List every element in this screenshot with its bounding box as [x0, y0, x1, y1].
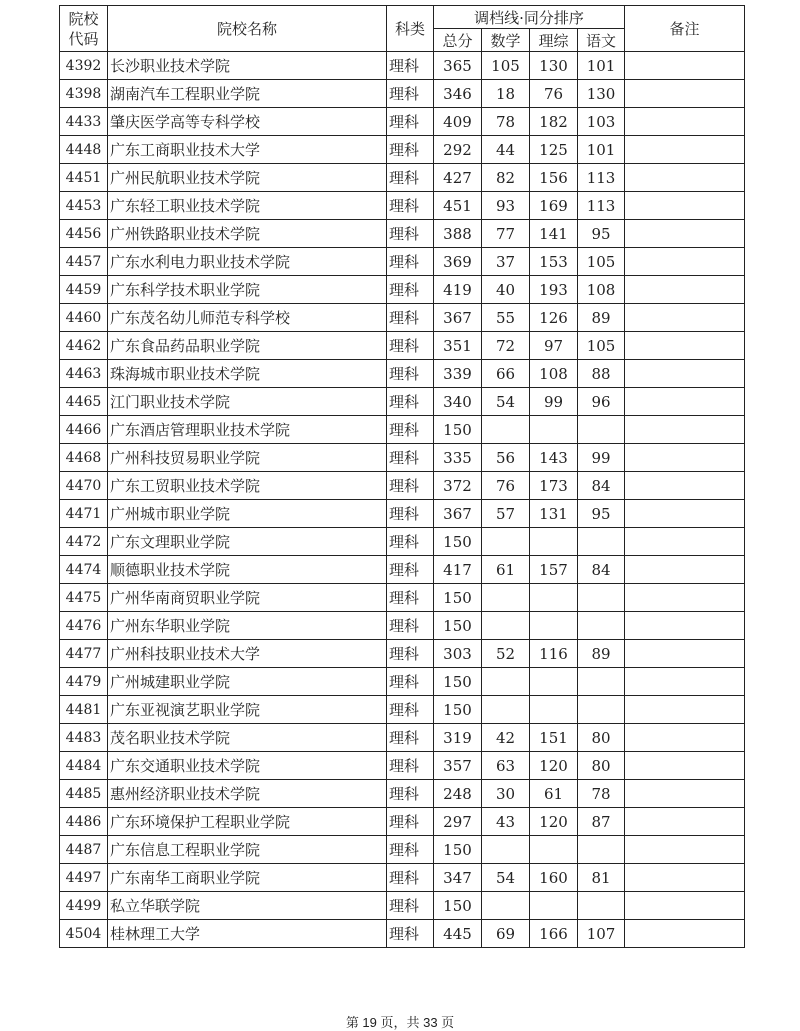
cell-science — [530, 584, 578, 612]
cell-category: 理科 — [387, 808, 434, 836]
cell-science: 108 — [530, 360, 578, 388]
cell-code: 4476 — [60, 612, 108, 640]
cell-name: 广东环境保护工程职业学院 — [108, 808, 387, 836]
cell-code: 4451 — [60, 164, 108, 192]
cell-science: 126 — [530, 304, 578, 332]
cell-total: 367 — [434, 304, 482, 332]
cell-math: 63 — [482, 752, 530, 780]
cell-chinese: 95 — [578, 220, 625, 248]
cell-notes — [625, 276, 745, 304]
cell-science — [530, 892, 578, 920]
cell-category: 理科 — [387, 444, 434, 472]
table-row — [60, 332, 745, 360]
cell-code: 4468 — [60, 444, 108, 472]
cell-math: 54 — [482, 864, 530, 892]
cell-code: 4504 — [60, 920, 108, 948]
cell-notes — [625, 136, 745, 164]
cell-name: 广东茂名幼儿师范专科学校 — [108, 304, 387, 332]
cell-notes — [625, 724, 745, 752]
cell-total: 347 — [434, 864, 482, 892]
cell-total: 351 — [434, 332, 482, 360]
cell-notes — [625, 752, 745, 780]
cell-science: 120 — [530, 752, 578, 780]
cell-notes — [625, 444, 745, 472]
cell-notes — [625, 388, 745, 416]
header-chinese: 语文 — [578, 29, 625, 52]
cell-chinese: 113 — [578, 192, 625, 220]
cell-total: 303 — [434, 640, 482, 668]
cell-chinese: 89 — [578, 304, 625, 332]
cell-notes — [625, 500, 745, 528]
cell-code: 4398 — [60, 80, 108, 108]
cell-notes — [625, 360, 745, 388]
cell-chinese: 78 — [578, 780, 625, 808]
cell-science: 125 — [530, 136, 578, 164]
cell-name: 广州科技职业技术大学 — [108, 640, 387, 668]
cell-total: 365 — [434, 52, 482, 80]
table-row — [60, 556, 745, 584]
cell-total: 150 — [434, 612, 482, 640]
cell-category: 理科 — [387, 836, 434, 864]
cell-code: 4477 — [60, 640, 108, 668]
cell-chinese: 95 — [578, 500, 625, 528]
cell-code: 4485 — [60, 780, 108, 808]
cell-science: 130 — [530, 52, 578, 80]
cell-category: 理科 — [387, 556, 434, 584]
cell-category: 理科 — [387, 80, 434, 108]
cell-name: 广州东华职业学院 — [108, 612, 387, 640]
cell-category: 理科 — [387, 668, 434, 696]
header-notes: 备注 — [625, 6, 745, 52]
table-row — [60, 416, 745, 444]
cell-name: 广州科技贸易职业学院 — [108, 444, 387, 472]
cell-science: 61 — [530, 780, 578, 808]
table-row — [60, 612, 745, 640]
cell-notes — [625, 248, 745, 276]
cell-math — [482, 836, 530, 864]
table-row — [60, 640, 745, 668]
cell-name: 广东交通职业技术学院 — [108, 752, 387, 780]
cell-math: 78 — [482, 108, 530, 136]
cell-math — [482, 612, 530, 640]
cell-total: 451 — [434, 192, 482, 220]
table-row — [60, 500, 745, 528]
cell-notes — [625, 164, 745, 192]
cell-name: 广东信息工程职业学院 — [108, 836, 387, 864]
cell-math: 66 — [482, 360, 530, 388]
cell-category: 理科 — [387, 360, 434, 388]
cell-chinese — [578, 836, 625, 864]
cell-chinese: 108 — [578, 276, 625, 304]
cell-chinese: 96 — [578, 388, 625, 416]
cell-name: 广州民航职业技术学院 — [108, 164, 387, 192]
cell-chinese — [578, 668, 625, 696]
cell-total: 357 — [434, 752, 482, 780]
cell-chinese: 84 — [578, 556, 625, 584]
cell-total: 445 — [434, 920, 482, 948]
table-row — [60, 192, 745, 220]
table-row — [60, 892, 745, 920]
cell-code: 4392 — [60, 52, 108, 80]
cell-category: 理科 — [387, 892, 434, 920]
cell-name: 广东南华工商职业学院 — [108, 864, 387, 892]
cell-code: 4463 — [60, 360, 108, 388]
cell-chinese: 80 — [578, 724, 625, 752]
cell-name: 广东轻工职业技术学院 — [108, 192, 387, 220]
table-row — [60, 696, 745, 724]
cell-chinese: 84 — [578, 472, 625, 500]
cell-name: 肇庆医学高等专科学校 — [108, 108, 387, 136]
cell-math: 43 — [482, 808, 530, 836]
cell-code: 4462 — [60, 332, 108, 360]
table-row — [60, 164, 745, 192]
cell-chinese: 89 — [578, 640, 625, 668]
cell-science: 157 — [530, 556, 578, 584]
cell-chinese: 101 — [578, 136, 625, 164]
cell-total: 150 — [434, 584, 482, 612]
cell-chinese: 87 — [578, 808, 625, 836]
table-row — [60, 836, 745, 864]
cell-notes — [625, 612, 745, 640]
table-row — [60, 108, 745, 136]
cell-category: 理科 — [387, 304, 434, 332]
cell-chinese — [578, 416, 625, 444]
cell-total: 369 — [434, 248, 482, 276]
table-row — [60, 808, 745, 836]
cell-name: 顺德职业技术学院 — [108, 556, 387, 584]
cell-total: 150 — [434, 668, 482, 696]
cell-notes — [625, 108, 745, 136]
cell-notes — [625, 696, 745, 724]
cell-math — [482, 528, 530, 556]
table-row — [60, 136, 745, 164]
cell-notes — [625, 836, 745, 864]
cell-code: 4484 — [60, 752, 108, 780]
cell-name: 广东科学技术职业学院 — [108, 276, 387, 304]
cell-total: 417 — [434, 556, 482, 584]
cell-name: 广州华南商贸职业学院 — [108, 584, 387, 612]
cell-notes — [625, 556, 745, 584]
cell-science: 153 — [530, 248, 578, 276]
cell-notes — [625, 780, 745, 808]
cell-notes — [625, 584, 745, 612]
cell-notes — [625, 52, 745, 80]
header-name: 院校名称 — [108, 6, 387, 52]
cell-science: 99 — [530, 388, 578, 416]
cell-category: 理科 — [387, 752, 434, 780]
cell-notes — [625, 808, 745, 836]
cell-science: 166 — [530, 920, 578, 948]
cell-math — [482, 416, 530, 444]
cell-name: 广东文理职业学院 — [108, 528, 387, 556]
cell-math: 18 — [482, 80, 530, 108]
cell-chinese: 99 — [578, 444, 625, 472]
cell-science: 173 — [530, 472, 578, 500]
cell-science: 131 — [530, 500, 578, 528]
cell-math: 44 — [482, 136, 530, 164]
cell-category: 理科 — [387, 920, 434, 948]
cell-math: 82 — [482, 164, 530, 192]
cell-code: 4483 — [60, 724, 108, 752]
cell-chinese — [578, 696, 625, 724]
cell-category: 理科 — [387, 136, 434, 164]
admission-score-table — [59, 5, 745, 948]
cell-code: 4448 — [60, 136, 108, 164]
cell-total: 319 — [434, 724, 482, 752]
cell-code: 4457 — [60, 248, 108, 276]
cell-category: 理科 — [387, 780, 434, 808]
cell-category: 理科 — [387, 248, 434, 276]
cell-science: 160 — [530, 864, 578, 892]
cell-code: 4475 — [60, 584, 108, 612]
cell-code: 4487 — [60, 836, 108, 864]
cell-category: 理科 — [387, 220, 434, 248]
cell-code: 4474 — [60, 556, 108, 584]
cell-category: 理科 — [387, 276, 434, 304]
cell-code: 4453 — [60, 192, 108, 220]
cell-name: 广州城市职业学院 — [108, 500, 387, 528]
cell-math — [482, 668, 530, 696]
cell-total: 346 — [434, 80, 482, 108]
table-row — [60, 360, 745, 388]
table-row — [60, 780, 745, 808]
cell-notes — [625, 640, 745, 668]
cell-name: 私立华联学院 — [108, 892, 387, 920]
cell-math: 54 — [482, 388, 530, 416]
header-science: 理综 — [530, 29, 578, 52]
cell-name: 广州铁路职业技术学院 — [108, 220, 387, 248]
cell-total: 388 — [434, 220, 482, 248]
table-row — [60, 920, 745, 948]
cell-math: 76 — [482, 472, 530, 500]
cell-category: 理科 — [387, 864, 434, 892]
cell-category: 理科 — [387, 332, 434, 360]
cell-name: 茂名职业技术学院 — [108, 724, 387, 752]
cell-total: 409 — [434, 108, 482, 136]
cell-name: 江门职业技术学院 — [108, 388, 387, 416]
table-row — [60, 668, 745, 696]
table-row — [60, 444, 745, 472]
cell-category: 理科 — [387, 164, 434, 192]
cell-total: 150 — [434, 836, 482, 864]
cell-name: 珠海城市职业技术学院 — [108, 360, 387, 388]
cell-chinese — [578, 528, 625, 556]
cell-category: 理科 — [387, 612, 434, 640]
cell-chinese: 103 — [578, 108, 625, 136]
cell-total: 297 — [434, 808, 482, 836]
table-row — [60, 528, 745, 556]
cell-total: 150 — [434, 892, 482, 920]
table-row — [60, 52, 745, 80]
cell-chinese — [578, 612, 625, 640]
cell-code: 4479 — [60, 668, 108, 696]
cell-name: 广东工商职业技术大学 — [108, 136, 387, 164]
cell-science — [530, 696, 578, 724]
table-row — [60, 80, 745, 108]
cell-chinese: 113 — [578, 164, 625, 192]
cell-math: 93 — [482, 192, 530, 220]
cell-code: 4433 — [60, 108, 108, 136]
cell-chinese — [578, 892, 625, 920]
cell-code: 4465 — [60, 388, 108, 416]
cell-chinese: 107 — [578, 920, 625, 948]
cell-code: 4459 — [60, 276, 108, 304]
cell-math — [482, 696, 530, 724]
table-row — [60, 304, 745, 332]
cell-math: 57 — [482, 500, 530, 528]
cell-total: 340 — [434, 388, 482, 416]
cell-name: 惠州经济职业技术学院 — [108, 780, 387, 808]
table-row — [60, 864, 745, 892]
cell-code: 4486 — [60, 808, 108, 836]
cell-chinese: 105 — [578, 248, 625, 276]
cell-science — [530, 668, 578, 696]
cell-notes — [625, 668, 745, 696]
cell-science — [530, 416, 578, 444]
header-code: 院校代码 — [60, 6, 108, 52]
cell-total: 367 — [434, 500, 482, 528]
cell-code: 4456 — [60, 220, 108, 248]
cell-name: 广东酒店管理职业技术学院 — [108, 416, 387, 444]
header-math: 数学 — [482, 29, 530, 52]
cell-math: 40 — [482, 276, 530, 304]
cell-science: 151 — [530, 724, 578, 752]
cell-math: 55 — [482, 304, 530, 332]
cell-total: 339 — [434, 360, 482, 388]
cell-category: 理科 — [387, 192, 434, 220]
cell-science: 143 — [530, 444, 578, 472]
cell-math: 52 — [482, 640, 530, 668]
cell-code: 4470 — [60, 472, 108, 500]
cell-notes — [625, 304, 745, 332]
table-row — [60, 724, 745, 752]
cell-math: 69 — [482, 920, 530, 948]
cell-math: 61 — [482, 556, 530, 584]
cell-science: 120 — [530, 808, 578, 836]
cell-notes — [625, 892, 745, 920]
cell-notes — [625, 864, 745, 892]
header-category: 科类 — [387, 6, 434, 52]
cell-total: 292 — [434, 136, 482, 164]
cell-name: 广东亚视演艺职业学院 — [108, 696, 387, 724]
cell-chinese: 130 — [578, 80, 625, 108]
cell-name: 广州城建职业学院 — [108, 668, 387, 696]
cell-math: 77 — [482, 220, 530, 248]
cell-math: 72 — [482, 332, 530, 360]
cell-notes — [625, 220, 745, 248]
cell-category: 理科 — [387, 416, 434, 444]
cell-category: 理科 — [387, 52, 434, 80]
cell-total: 335 — [434, 444, 482, 472]
cell-category: 理科 — [387, 388, 434, 416]
cell-science: 156 — [530, 164, 578, 192]
cell-code: 4466 — [60, 416, 108, 444]
cell-science: 169 — [530, 192, 578, 220]
header-total: 总分 — [434, 29, 482, 52]
cell-math: 37 — [482, 248, 530, 276]
page-footer: 第 19 页，共 33 页 — [345, 1015, 455, 1030]
cell-science — [530, 612, 578, 640]
cell-notes — [625, 192, 745, 220]
cell-math — [482, 584, 530, 612]
cell-chinese: 101 — [578, 52, 625, 80]
cell-name: 桂林理工大学 — [108, 920, 387, 948]
cell-total: 427 — [434, 164, 482, 192]
cell-category: 理科 — [387, 108, 434, 136]
cell-chinese: 105 — [578, 332, 625, 360]
table-row — [60, 388, 745, 416]
cell-name: 广东食品药品职业学院 — [108, 332, 387, 360]
cell-chinese: 80 — [578, 752, 625, 780]
cell-chinese — [578, 584, 625, 612]
cell-science: 116 — [530, 640, 578, 668]
cell-math: 105 — [482, 52, 530, 80]
cell-code: 4481 — [60, 696, 108, 724]
cell-chinese: 88 — [578, 360, 625, 388]
cell-name: 湖南汽车工程职业学院 — [108, 80, 387, 108]
cell-notes — [625, 472, 745, 500]
cell-math: 42 — [482, 724, 530, 752]
cell-category: 理科 — [387, 500, 434, 528]
cell-total: 150 — [434, 528, 482, 556]
cell-category: 理科 — [387, 528, 434, 556]
cell-total: 150 — [434, 416, 482, 444]
cell-math: 30 — [482, 780, 530, 808]
cell-notes — [625, 80, 745, 108]
cell-code: 4472 — [60, 528, 108, 556]
cell-notes — [625, 528, 745, 556]
cell-category: 理科 — [387, 584, 434, 612]
cell-code: 4471 — [60, 500, 108, 528]
cell-math — [482, 892, 530, 920]
cell-category: 理科 — [387, 696, 434, 724]
cell-notes — [625, 920, 745, 948]
cell-code: 4499 — [60, 892, 108, 920]
cell-science — [530, 836, 578, 864]
cell-category: 理科 — [387, 472, 434, 500]
cell-total: 372 — [434, 472, 482, 500]
cell-science: 97 — [530, 332, 578, 360]
cell-total: 419 — [434, 276, 482, 304]
cell-science: 193 — [530, 276, 578, 304]
cell-science — [530, 528, 578, 556]
cell-total: 248 — [434, 780, 482, 808]
cell-code: 4497 — [60, 864, 108, 892]
cell-code: 4460 — [60, 304, 108, 332]
table-row — [60, 472, 745, 500]
cell-total: 150 — [434, 696, 482, 724]
table-row — [60, 584, 745, 612]
cell-chinese: 81 — [578, 864, 625, 892]
cell-category: 理科 — [387, 724, 434, 752]
table-row — [60, 220, 745, 248]
cell-notes — [625, 416, 745, 444]
cell-category: 理科 — [387, 640, 434, 668]
header-group: 调档线·同分排序 — [434, 6, 625, 29]
table-row — [60, 276, 745, 304]
cell-notes — [625, 332, 745, 360]
cell-math: 56 — [482, 444, 530, 472]
table-row — [60, 752, 745, 780]
cell-name: 广东水利电力职业技术学院 — [108, 248, 387, 276]
cell-science: 182 — [530, 108, 578, 136]
cell-name: 广东工贸职业技术学院 — [108, 472, 387, 500]
cell-science: 76 — [530, 80, 578, 108]
table-row — [60, 248, 745, 276]
cell-science: 141 — [530, 220, 578, 248]
cell-name: 长沙职业技术学院 — [108, 52, 387, 80]
